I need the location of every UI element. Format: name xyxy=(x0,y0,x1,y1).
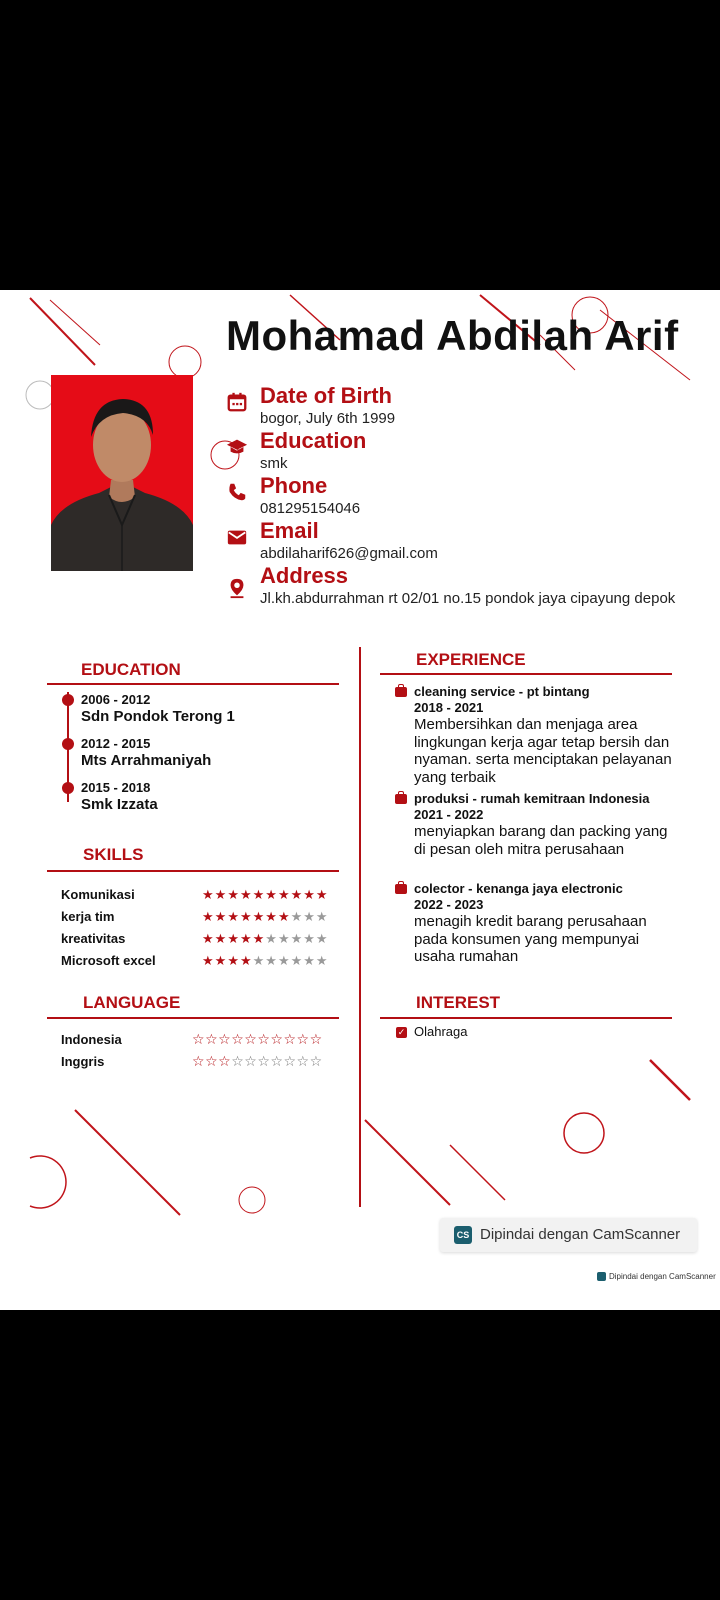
language-title: LANGUAGE xyxy=(83,993,181,1012)
experience-desc: menyiapkan barang dan packing yang di pesan oleh mitra perusahaan xyxy=(414,823,668,858)
star-filled-icon: ☆ xyxy=(283,1031,297,1047)
star-filled-icon: ☆ xyxy=(205,1031,219,1047)
language-name: Inggris xyxy=(61,1054,105,1069)
star-empty-icon: ☆ xyxy=(309,1053,323,1069)
star-filled-icon: ★ xyxy=(214,931,228,946)
graduation-cap-icon xyxy=(226,436,248,458)
camscanner-mini-logo-icon xyxy=(597,1272,606,1281)
skills-title: SKILLS xyxy=(83,845,144,864)
star-filled-icon: ★ xyxy=(277,887,291,902)
contact-value: Jl.kh.abdurrahman rt 02/01 no.15 pondok jaya cipayung depok xyxy=(260,590,676,607)
star-filled-icon: ★ xyxy=(265,887,278,902)
experience-period: 2018 - 2021 xyxy=(414,700,484,715)
skill-rating xyxy=(202,953,329,969)
star-filled-icon: ★ xyxy=(277,909,291,924)
page-title: Mohamad Abdilah Arif xyxy=(226,312,679,359)
star-empty-icon: ☆ xyxy=(244,1053,258,1069)
star-filled-icon: ★ xyxy=(202,909,215,924)
star-empty-icon: ★ xyxy=(303,909,316,924)
language-rating xyxy=(192,1031,323,1048)
star-filled-icon: ☆ xyxy=(192,1031,206,1047)
star-empty-icon: ☆ xyxy=(257,1053,271,1069)
star-filled-icon: ☆ xyxy=(244,1031,258,1047)
contact-value: abdilaharif626@gmail.com xyxy=(260,545,438,562)
checkbox-icon: ✓ xyxy=(397,1027,406,1037)
camscanner-watermark xyxy=(440,1218,697,1252)
star-filled-icon: ★ xyxy=(227,887,240,902)
experience-period: 2022 - 2023 xyxy=(414,897,484,912)
contact-label: Education xyxy=(260,428,367,453)
education-years: 2012 - 2015 xyxy=(81,736,151,751)
skill-name: Microsoft excel xyxy=(61,953,156,968)
timeline-dot xyxy=(62,738,74,750)
star-empty-icon: ★ xyxy=(315,909,329,924)
experience-role: produksi - rumah kemitraan Indonesia xyxy=(414,791,650,806)
education-school: Mts Arrahmaniyah xyxy=(81,752,212,769)
star-filled-icon: ★ xyxy=(239,909,253,924)
contact-label: Address xyxy=(260,563,349,588)
contact-value: 081295154046 xyxy=(260,500,361,517)
star-filled-icon: ☆ xyxy=(296,1031,310,1047)
star-filled-icon: ☆ xyxy=(270,1031,284,1047)
star-filled-icon: ★ xyxy=(252,931,266,946)
contact-label: Date of Birth xyxy=(260,383,392,408)
experience-rule xyxy=(380,673,672,675)
star-empty-icon: ★ xyxy=(252,953,266,968)
star-filled-icon: ★ xyxy=(227,931,240,946)
star-filled-icon: ★ xyxy=(202,953,215,968)
star-empty-icon: ★ xyxy=(290,953,304,968)
education-years: 2015 - 2018 xyxy=(81,780,151,795)
envelope-icon xyxy=(226,526,248,548)
briefcase-icon xyxy=(395,687,407,697)
timeline-dot xyxy=(62,694,74,706)
contact-label: Email xyxy=(260,518,319,543)
column-divider xyxy=(359,647,361,1207)
education-school: Smk Izzata xyxy=(81,796,158,813)
star-empty-icon: ★ xyxy=(290,931,304,946)
star-filled-icon: ☆ xyxy=(309,1031,323,1047)
language-rule xyxy=(47,1017,339,1019)
star-empty-icon: ★ xyxy=(265,931,278,946)
camscanner-logo-icon: CS xyxy=(454,1226,472,1244)
star-filled-icon: ☆ xyxy=(231,1031,245,1047)
star-empty-icon: ★ xyxy=(290,909,304,924)
star-empty-icon: ☆ xyxy=(270,1053,284,1069)
language-name: Indonesia xyxy=(61,1032,122,1047)
star-filled-icon: ★ xyxy=(252,909,266,924)
phone-icon xyxy=(226,481,248,503)
star-empty-icon: ★ xyxy=(315,931,329,946)
star-filled-icon: ★ xyxy=(214,953,228,968)
language-rating xyxy=(192,1053,323,1070)
timeline-dot xyxy=(62,782,74,794)
star-filled-icon: ★ xyxy=(202,887,215,902)
map-pin-icon xyxy=(226,577,248,599)
interest-item: Olahraga xyxy=(414,1024,468,1039)
star-empty-icon: ☆ xyxy=(296,1053,310,1069)
interest-title: INTEREST xyxy=(416,993,501,1012)
star-empty-icon: ★ xyxy=(303,953,316,968)
star-filled-icon: ☆ xyxy=(218,1053,232,1069)
star-filled-icon: ★ xyxy=(227,909,240,924)
watermark-text: Dipindai dengan CamScanner xyxy=(480,1226,681,1243)
star-filled-icon: ★ xyxy=(202,931,215,946)
education-rule xyxy=(47,683,339,685)
contact-label: Phone xyxy=(260,473,328,498)
education-years: 2006 - 2012 xyxy=(81,692,151,707)
star-filled-icon: ★ xyxy=(303,887,316,902)
contact-value: bogor, July 6th 1999 xyxy=(260,410,396,427)
small-watermark-text: Dipindai dengan CamScanner xyxy=(609,1272,716,1281)
briefcase-icon xyxy=(395,884,407,894)
star-filled-icon: ☆ xyxy=(205,1053,219,1069)
star-filled-icon: ★ xyxy=(214,887,228,902)
calendar-icon xyxy=(226,391,248,413)
star-empty-icon: ★ xyxy=(315,953,329,968)
skill-rating xyxy=(202,931,329,947)
star-filled-icon: ★ xyxy=(252,887,266,902)
profile-photo xyxy=(51,375,193,571)
star-filled-icon: ☆ xyxy=(218,1031,232,1047)
star-empty-icon: ★ xyxy=(277,931,291,946)
skill-rating xyxy=(202,909,329,925)
skill-name: Komunikasi xyxy=(61,887,135,902)
education-school: Sdn Pondok Terong 1 xyxy=(81,708,235,725)
education-title: EDUCATION xyxy=(81,660,181,679)
star-empty-icon: ★ xyxy=(303,931,316,946)
star-filled-icon: ★ xyxy=(239,887,253,902)
interest-rule xyxy=(380,1017,672,1019)
star-empty-icon: ☆ xyxy=(283,1053,297,1069)
experience-desc: Membersihkan dan menjaga area lingkungan kerja agar tetap bersih dan nyaman. serta menciptakan pelayanan yang terbaik xyxy=(414,716,672,786)
contact-value: smk xyxy=(260,455,288,472)
star-filled-icon: ★ xyxy=(265,909,278,924)
experience-title: EXPERIENCE xyxy=(416,650,526,669)
star-filled-icon: ★ xyxy=(315,887,329,902)
star-filled-icon: ★ xyxy=(290,887,304,902)
star-empty-icon: ☆ xyxy=(231,1053,245,1069)
experience-role: cleaning service - pt bintang xyxy=(414,684,590,699)
experience-role: colector - kenanga jaya electronic xyxy=(414,881,623,896)
star-filled-icon: ★ xyxy=(214,909,228,924)
camscanner-small-watermark xyxy=(597,1272,716,1286)
briefcase-icon xyxy=(395,794,407,804)
star-filled-icon: ☆ xyxy=(192,1053,206,1069)
star-empty-icon: ★ xyxy=(277,953,291,968)
skill-name: kreativitas xyxy=(61,931,126,946)
skill-name: kerja tim xyxy=(61,909,115,924)
star-filled-icon: ★ xyxy=(227,953,240,968)
resume-document xyxy=(0,290,720,1310)
star-filled-icon: ☆ xyxy=(257,1031,271,1047)
star-filled-icon: ★ xyxy=(239,953,253,968)
experience-desc: menagih kredit barang perusahaan pada konsumen yang mempunyai usaha rumahan xyxy=(414,913,647,965)
skill-rating xyxy=(202,887,329,903)
star-empty-icon: ★ xyxy=(265,953,278,968)
experience-period: 2021 - 2022 xyxy=(414,807,484,822)
star-filled-icon: ★ xyxy=(239,931,253,946)
skills-rule xyxy=(47,870,339,872)
